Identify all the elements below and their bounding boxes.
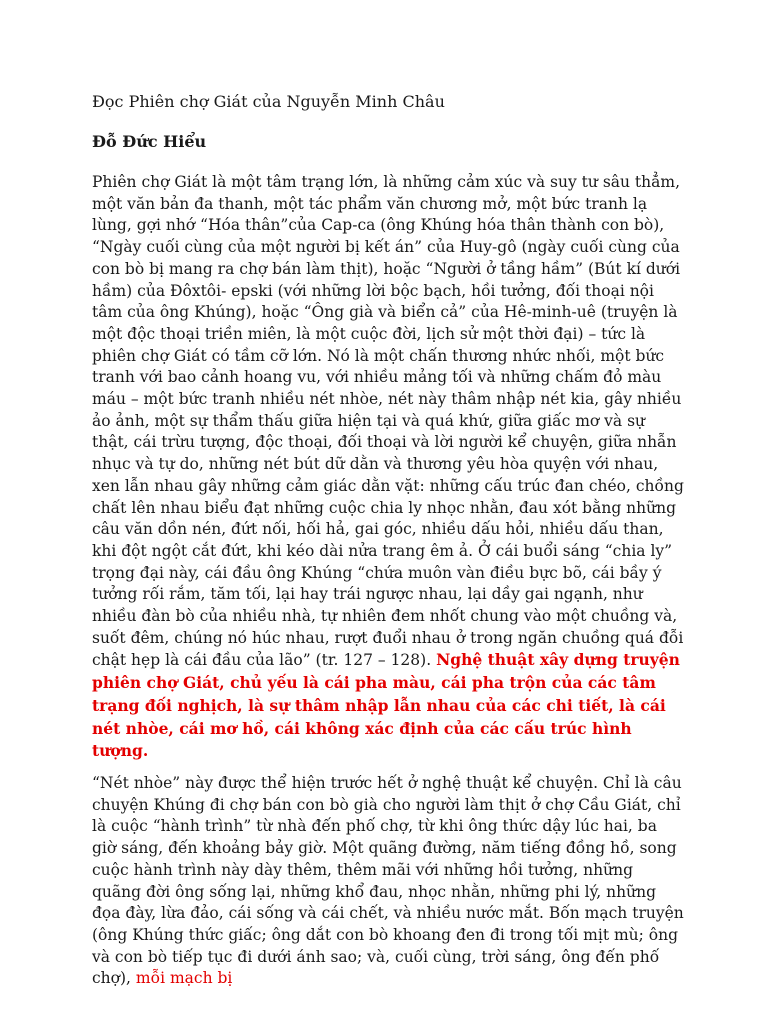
document-title: Đọc Phiên chợ Giát của Nguyễn Minh Châu [92, 92, 445, 111]
paragraph-1-text: Phiên chợ Giát là một tâm trạng lớn, là những cảm xúc và suy tư sâu thẳm, một văn bản đa thanh, một tác phẩm văn chương mở, một bức tranh lạ lùng, gợi nhớ “Hóa thân”của Cap-ca (ông Khúng hóa thân thành con bò), “Ngày cuối cùng của một người bị kết án” của Huy-gô (ngày cuối cùng của con bò bị mang ra chợ bán làm thịt), hoặc “Người ở tầng hầm” (Bút kí dưới hầm) của Đôxtôi- epski (với những lời bộc bạch, hồi tưởng, đối thoại nội tâm của ông Khúng), hoặc “Ông già và biển cả” của Hê-minh-uê (truyện là một độc thoại triền miên, là một cuộc đời, lịch sử một thời đại) – tức là phiên chợ Giát có tầm cỡ lớn. Nó là một chấn thương nhức nhối, một bức tranh với bao cảnh hoang vu, với nhiều mảng tối và những chấm đỏ màu máu – một bức tranh nhiều nét nhòe, nét này thâm nhập nét kia, gây nhiều ảo ảnh, một sự thẩm thấu giữa hiện tại và quá khứ, giữa giấc mơ và sự thật, cái trừu tượng, độc thoại, đối thoại và lời người kể chuyện, giữa nhẫn nhục và tự do, những nét bút dữ dằn và thương yêu hòa quyện với nhau, xen lẫn nhau gây những cảm giác dằn vặt: những cấu trúc đan chéo, chồng chất lên nhau biểu đạt những cuộc chia ly nhọc nhằn, đau xót bằng những câu văn dồn nén, đứt nối, hối hả, gai góc, nhiều dấu hỏi, nhiều dấu than, khi đột ngột cắt đứt, khi kéo dài nửa trang êm ả. Ở cái buổi sáng “chia ly” trọng đại này, cái đầu ông Khúng “chứa muôn vàn điều bực bõ, cái bầy ý tưởng rối rắm, tăm tối, lại hay trái ngược nhau, lại dầy gai ngạnh, như nhiều đàn bò của nhiều nhà, tự nhiên đem nhốt chung vào một chuồng và, suốt đêm, chúng nó húc nhau, rượt đuổi nhau ở trong ngăn chuồng quá đỗi chật hẹp là cái đầu của lão” (tr. 127 – 128). [92, 173, 684, 670]
document-page [92, 90, 684, 1000]
paragraph-2-highlight: mỗi mạch bị [135, 969, 233, 988]
paragraph-1-highlight: Nghệ thuật xây dựng truyện phiên chợ Giát, chủ yếu là cái pha màu, cái pha trộn của các tâm trạng đối nghịch, là sự thâm nhập lẫn nhau của các chi tiết, là cái nét nhòe, cái mơ hồ, cái không xác định của các cấu trúc hình tượng. [92, 650, 680, 761]
paragraph-2 [92, 773, 684, 990]
paragraph-1 [92, 172, 684, 763]
paragraph-2-text: “Nét nhòe” này được thể hiện trước hết ở nghệ thuật kể chuyện. Chỉ là câu chuyện Khúng đi chợ bán con bò già cho người làm thịt ở chợ Cầu Giát, chỉ là cuộc “hành trình” từ nhà đến phố chợ, từ khi ông thức dậy lúc hai, ba giờ sáng, đến khoảng bảy giờ. Một quãng đường, năm tiếng đồng hồ, song cuộc hành trình này dày thêm, thêm mãi với những hồi tưởng, những quãng đời ông sống lại, những khổ đau, nhọc nhằn, những phi lý, những đọa đày, lừa đảo, cái sống và cái chết, và nhiều nước mắt. Bốn mạch truyện (ông Khúng thức giấc; ông dắt con bò khoang đen đi trong tối mịt mù; ông và con bò tiếp tục đi dưới ánh sao; và, cuối cùng, trời sáng, ông đến phố chợ), [92, 773, 684, 988]
author-name: Đỗ Đức Hiểu [92, 132, 207, 151]
